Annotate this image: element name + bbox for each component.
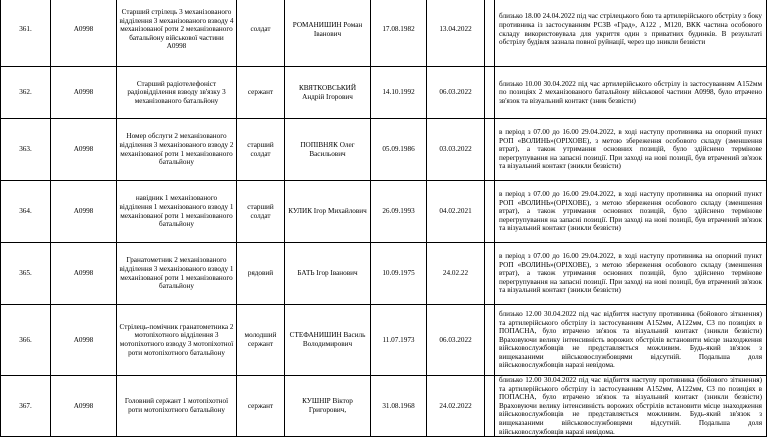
spacer-cell [485, 181, 495, 243]
service-date: 24.02.2022 [427, 376, 485, 437]
spacer-cell [485, 243, 495, 305]
unit-code: А0998 [51, 67, 117, 119]
rank: старший солдат [237, 119, 285, 181]
table-row [1, 376, 767, 437]
spacer-cell [485, 376, 495, 437]
service-date: 06.03.2022 [427, 67, 485, 119]
full-name: КУЛИК Ігор Михайлович [285, 181, 371, 243]
service-date: 04.02.2021 [427, 181, 485, 243]
row-number: 365. [1, 243, 51, 305]
circumstances: близько 12.00 30.04.2022 під час відбиття наступу противника (бойового зіткнення) та артилерійського обстрілу із застосуванням А152мм, А122мм, С3 по позиціях в ПОПАСНА, було втрачено зв'язок та візуальний контакт (зникли безвісти) Враховуючи велику інтенсивність ворожих обстрілів встановити місце знаходження військовослужбовців не представляється можливим. Будь-який зв'язок з вищеказаними військовослужбовцями відсутній. Подальша доля військовослужбовців наразі невідома. [495, 305, 767, 376]
row-number: 361. [1, 0, 51, 67]
circumstances: близько 12.00 30.04.2022 під час відбиття наступу противника (бойового зіткнення) та артилерійського обстрілу із застосуванням А152мм, А122мм, С3 по позиціях в ПОПАСНА, було втрачено зв'язок та візуальний контакт (зникли безвісти) Враховуючи велику інтенсивність ворожих обстрілів встановити місце знаходження військовослужбовців не представляється можливим. Будь-який зв'язок з вищеказаними військовослужбовцями відсутній. Подальша доля військовослужбовців наразі невідома. [495, 376, 767, 437]
rank: молодший сержант [237, 305, 285, 376]
spacer-cell [485, 67, 495, 119]
table-row [1, 119, 767, 181]
birth-date: 31.08.1968 [371, 376, 427, 437]
unit-code: А0998 [51, 305, 117, 376]
service-date: 03.03.2022 [427, 119, 485, 181]
circumstances: в період з 07.00 до 16.00 29.04.2022, в ході наступу противника на опорний пункт РОП «ВОЛИНЬ»(ОРІХОВЕ), з метою збереження особового складу (зменшення втрат), а також утримання основних позицій, було здійснено термінове перегрупування на запасні позиції. При заході на нові позиції, був втрачений зв'язок та візуальний контакт (зникли безвісти) [495, 181, 767, 243]
rank: сержант [237, 376, 285, 437]
row-number: 367. [1, 376, 51, 437]
circumstances: близько 10.00 30.04.2022 під час артилерійського обстрілу із застосуванням А152мм по позиціях 2 механізованого батальйону військової частини А0998, було втрачено зв'язок та візуальний контакт (зник безвісти) [495, 67, 767, 119]
table-row [1, 305, 767, 376]
unit-code: А0998 [51, 0, 117, 67]
service-date: 13.04.2022 [427, 0, 485, 67]
full-name: КУШНІР Віктор Григорович, [285, 376, 371, 437]
birth-date: 10.09.1975 [371, 243, 427, 305]
position: Старший радіотелефоніст радіовідділення взводу зв'язку 3 механізованого батальйону [117, 67, 237, 119]
row-number: 362. [1, 67, 51, 119]
unit-code: А0998 [51, 181, 117, 243]
table-row [1, 0, 767, 67]
circumstances: в період з 07.00 до 16.00 29.04.2022, в ході наступу противника на опорний пункт РОП «ВОЛИНЬ»(ОРІХОВЕ), з метою збереження особового складу (зменшення втрат), а також утримання основних позицій, було здійснено термінове перегрупування на запасні позиції. При заході на нові позиції, був втрачений зв'язок та візуальний контакт (зникли безвісти) [495, 119, 767, 181]
birth-date: 14.10.1992 [371, 67, 427, 119]
rank: старший солдат [237, 181, 285, 243]
full-name: СТЕФАНИШИН Василь Володимирович [285, 305, 371, 376]
circumstances: в період з 07.00 до 16.00 29.04.2022, в ході наступу противника на опорний пункт РОП «ВОЛИНЬ»(ОРІХОВЕ), з метою збереження особового складу (зменшення втрат), а також утримання основних позицій, було здійснено термінове перегрупування на запасні позиції. При заході на нові позиції, був втрачений зв'язок та візуальний контакт (зникли безвісти) [495, 243, 767, 305]
birth-date: 17.08.1982 [371, 0, 427, 67]
full-name: ПОПІВНЯК Олег Васильович [285, 119, 371, 181]
spacer-cell [485, 305, 495, 376]
service-date: 24.02.22 [427, 243, 485, 305]
full-name: РОМАНИШИН Роман Іванович [285, 0, 371, 67]
position: Головний сержант 1 мотопіхотної роти мотопіхотного батальйону [117, 376, 237, 437]
birth-date: 05.09.1986 [371, 119, 427, 181]
position: Номер обслуги 2 механізованого відділення 3 механізованого взводу 2 механізованої роти 1 механізованого батальйону [117, 119, 237, 181]
birth-date: 26.09.1993 [371, 181, 427, 243]
position: Старший стрілець 3 механізованого відділення 3 механізованого взводу 4 механізованої роти 2 механізованого батальйону військової частини А0998 [117, 0, 237, 67]
table-row [1, 243, 767, 305]
spacer-cell [485, 119, 495, 181]
full-name: КВЯТКОВСЬКИЙ Андрій Ігорович [285, 67, 371, 119]
position: навідник 1 механізованого відділення 1 механізованого взводу 1 механізованої роти 1 механізованого батальйону [117, 181, 237, 243]
unit-code: А0998 [51, 376, 117, 437]
table-row [1, 181, 767, 243]
table-row [1, 67, 767, 119]
unit-code: А0998 [51, 243, 117, 305]
spacer-cell [485, 0, 495, 67]
row-number: 366. [1, 305, 51, 376]
row-number: 363. [1, 119, 51, 181]
circumstances: близько 18.00 24.04.2022 під час стрілецького бою та артилерійського обстрілу з боку противника із застосуванням РСЗВ «Град», А122 , М120, ВКК частина особового складу використовувала для укриття один з приватних будинків. В результаті обстрілу будівля зазнала повної руйнації, через що зникли безвісти [495, 0, 767, 67]
rank: рядовий [237, 243, 285, 305]
birth-date: 11.07.1973 [371, 305, 427, 376]
service-date: 06.03.2022 [427, 305, 485, 376]
full-name: БАТЬ Ігор Іванович [285, 243, 371, 305]
rank: солдат [237, 0, 285, 67]
unit-code: А0998 [51, 119, 117, 181]
position: Гранатометник 2 механізованого відділення 3 механізованого взводу 1 механізованої роти 1 механізованого батальйону [117, 243, 237, 305]
row-number: 364. [1, 181, 51, 243]
rank: сержант [237, 67, 285, 119]
position: Стрілець-помічник гранатометника 2 мотопіхотного відділення 3 мотопіхотного взводу 3 мотопіхотної роти мотопіхотного батальйону [117, 305, 237, 376]
